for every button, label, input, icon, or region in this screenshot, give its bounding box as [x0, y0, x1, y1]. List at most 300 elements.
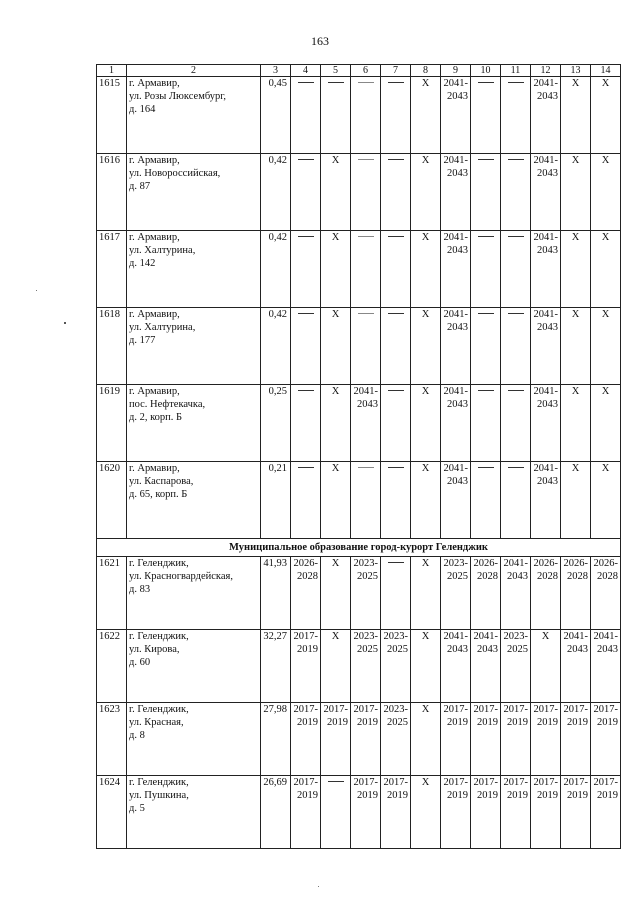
- period-cell: [381, 703, 411, 776]
- period-line: 2041-: [353, 386, 378, 397]
- period-line: 2017-: [293, 631, 318, 642]
- period-cell: [501, 557, 531, 630]
- x-mark: X: [591, 154, 621, 231]
- dash-mark: [471, 231, 501, 308]
- period-line: 2019: [537, 790, 558, 801]
- dash-mark: [351, 154, 381, 231]
- period-line: 2019: [507, 790, 528, 801]
- scan-speck: [36, 290, 37, 291]
- period-cell: [561, 703, 591, 776]
- period-line: 2028: [567, 571, 588, 582]
- period-cell: [441, 776, 471, 849]
- address-cell: [127, 385, 261, 462]
- address-cell: [127, 462, 261, 539]
- period-line: 2043: [447, 91, 468, 102]
- x-mark: X: [321, 231, 351, 308]
- period-cell: [441, 557, 471, 630]
- dash-line: [358, 467, 374, 468]
- area-value: 0,42: [261, 231, 291, 308]
- period-line: 2041-: [563, 631, 588, 642]
- column-header: 3: [261, 65, 291, 77]
- period-line: 2017-: [533, 704, 558, 715]
- address-line: д. 87: [129, 181, 151, 192]
- period-line: 2017-: [353, 777, 378, 788]
- period-line: 2023-: [443, 558, 468, 569]
- table-row: [97, 630, 621, 703]
- row-number: 1615: [97, 77, 127, 154]
- area-value: 0,42: [261, 154, 291, 231]
- dash-line: [358, 313, 374, 314]
- period-line: 2043: [447, 644, 468, 655]
- section-title: Муниципальное образование город-курорт Геленджик: [97, 539, 621, 557]
- period-line: 2041-: [533, 78, 558, 89]
- dash-mark: [381, 231, 411, 308]
- x-mark: X: [591, 385, 621, 462]
- dash-mark: [381, 557, 411, 630]
- address-cell: [127, 776, 261, 849]
- period-line: 2028: [597, 571, 618, 582]
- dash-line: [478, 313, 494, 314]
- x-mark: X: [321, 385, 351, 462]
- column-header: 14: [591, 65, 621, 77]
- period-line: 2017-: [533, 777, 558, 788]
- dash-mark: [381, 154, 411, 231]
- period-cell: [351, 385, 381, 462]
- column-header: 5: [321, 65, 351, 77]
- period-line: 2023-: [353, 631, 378, 642]
- period-line: 2017-: [443, 777, 468, 788]
- period-cell: [381, 776, 411, 849]
- dash-line: [508, 159, 524, 160]
- page-number: 163: [311, 34, 329, 48]
- row-number: 1618: [97, 308, 127, 385]
- period-line: 2023-: [503, 631, 528, 642]
- dash-mark: [351, 462, 381, 539]
- period-line: 2017-: [593, 777, 618, 788]
- period-line: 2023-: [383, 631, 408, 642]
- period-line: 2017-: [443, 704, 468, 715]
- period-line: 2043: [447, 245, 468, 256]
- period-line: 2017-: [503, 704, 528, 715]
- x-mark: X: [591, 462, 621, 539]
- period-line: 2043: [567, 644, 588, 655]
- period-line: 2025: [387, 717, 408, 728]
- period-line: 2028: [297, 571, 318, 582]
- x-mark: X: [561, 77, 591, 154]
- period-line: 2043: [447, 322, 468, 333]
- dash-mark: [351, 308, 381, 385]
- period-line: 2017-: [503, 777, 528, 788]
- dash-line: [508, 236, 524, 237]
- row-number: 1617: [97, 231, 127, 308]
- column-header: 7: [381, 65, 411, 77]
- dash-line: [298, 467, 314, 468]
- period-cell: [381, 630, 411, 703]
- column-header: 6: [351, 65, 381, 77]
- dash-line: [478, 159, 494, 160]
- x-mark: X: [321, 154, 351, 231]
- dash-mark: [291, 385, 321, 462]
- area-value: 27,98: [261, 703, 291, 776]
- column-header: 1: [97, 65, 127, 77]
- period-cell: [531, 776, 561, 849]
- address-line: д. 177: [129, 335, 156, 346]
- table-header: [97, 65, 621, 77]
- period-line: 2025: [507, 644, 528, 655]
- area-value: 41,93: [261, 557, 291, 630]
- period-line: 2043: [537, 399, 558, 410]
- x-mark: X: [561, 308, 591, 385]
- period-cell: [291, 557, 321, 630]
- dash-line: [388, 313, 404, 314]
- address-cell: [127, 703, 261, 776]
- dash-line: [298, 159, 314, 160]
- period-line: 2025: [357, 571, 378, 582]
- period-cell: [441, 77, 471, 154]
- address-line: ул. Красногвардейская,: [129, 571, 233, 582]
- dash-mark: [291, 462, 321, 539]
- period-line: 2041-: [443, 631, 468, 642]
- section-row: [97, 539, 621, 557]
- period-line: 2025: [357, 644, 378, 655]
- x-mark: X: [591, 77, 621, 154]
- period-line: 2019: [357, 790, 378, 801]
- row-number: 1624: [97, 776, 127, 849]
- period-cell: [441, 703, 471, 776]
- period-line: 2017-: [563, 704, 588, 715]
- column-header: 12: [531, 65, 561, 77]
- dash-line: [298, 82, 314, 83]
- dash-line: [388, 82, 404, 83]
- period-line: 2019: [327, 717, 348, 728]
- period-line: 2017-: [383, 777, 408, 788]
- period-line: 2043: [537, 476, 558, 487]
- address-line: ул. Пушкина,: [129, 790, 189, 801]
- row-number: 1621: [97, 557, 127, 630]
- area-value: 26,69: [261, 776, 291, 849]
- period-cell: [531, 154, 561, 231]
- period-cell: [441, 462, 471, 539]
- column-header: 9: [441, 65, 471, 77]
- address-line: г. Армавир,: [129, 78, 180, 89]
- period-line: 2041-: [533, 463, 558, 474]
- dash-line: [508, 467, 524, 468]
- period-line: 2043: [537, 91, 558, 102]
- period-line: 2019: [597, 717, 618, 728]
- scan-speck: [318, 886, 319, 887]
- address-cell: [127, 77, 261, 154]
- period-line: 2019: [477, 790, 498, 801]
- x-mark: X: [531, 630, 561, 703]
- period-line: 2043: [447, 399, 468, 410]
- period-line: 2019: [357, 717, 378, 728]
- period-cell: [351, 776, 381, 849]
- period-cell: [531, 462, 561, 539]
- dash-mark: [471, 308, 501, 385]
- period-line: 2019: [447, 717, 468, 728]
- x-mark: X: [411, 308, 441, 385]
- period-line: 2017-: [323, 704, 348, 715]
- address-line: г. Армавир,: [129, 232, 180, 243]
- period-cell: [471, 776, 501, 849]
- period-cell: [591, 557, 621, 630]
- table-body-gelendzhik: [97, 557, 621, 849]
- address-line: г. Геленджик,: [129, 558, 189, 569]
- x-mark: X: [411, 154, 441, 231]
- column-header: 8: [411, 65, 441, 77]
- period-line: 2019: [477, 717, 498, 728]
- period-line: 2017-: [593, 704, 618, 715]
- dash-line: [508, 390, 524, 391]
- x-mark: X: [591, 308, 621, 385]
- period-cell: [441, 630, 471, 703]
- area-value: 0,42: [261, 308, 291, 385]
- address-line: д. 164: [129, 104, 156, 115]
- dash-mark: [321, 77, 351, 154]
- x-mark: X: [411, 77, 441, 154]
- x-mark: X: [411, 630, 441, 703]
- row-number: 1619: [97, 385, 127, 462]
- table-row: [97, 77, 621, 154]
- dash-line: [478, 82, 494, 83]
- x-mark: X: [411, 231, 441, 308]
- address-line: г. Армавир,: [129, 463, 180, 474]
- period-cell: [441, 154, 471, 231]
- x-mark: X: [321, 630, 351, 703]
- period-cell: [531, 557, 561, 630]
- dash-line: [508, 313, 524, 314]
- address-line: ул. Новороссийская,: [129, 168, 221, 179]
- table-row: [97, 154, 621, 231]
- dash-line: [478, 467, 494, 468]
- column-header: 4: [291, 65, 321, 77]
- period-line: 2043: [447, 476, 468, 487]
- dash-mark: [501, 385, 531, 462]
- column-header: 11: [501, 65, 531, 77]
- dash-mark: [501, 231, 531, 308]
- period-line: 2041-: [443, 463, 468, 474]
- period-line: 2026-: [533, 558, 558, 569]
- period-cell: [291, 776, 321, 849]
- dash-line: [328, 82, 344, 83]
- address-line: г. Геленджик,: [129, 777, 189, 788]
- period-cell: [591, 630, 621, 703]
- period-cell: [441, 385, 471, 462]
- dash-mark: [501, 154, 531, 231]
- x-mark: X: [561, 154, 591, 231]
- period-cell: [531, 385, 561, 462]
- period-cell: [531, 77, 561, 154]
- period-line: 2043: [507, 571, 528, 582]
- period-line: 2017-: [473, 704, 498, 715]
- x-mark: X: [411, 557, 441, 630]
- scan-speck: [64, 322, 66, 324]
- period-cell: [591, 703, 621, 776]
- period-line: 2019: [507, 717, 528, 728]
- table-row: [97, 557, 621, 630]
- period-line: 2041-: [443, 309, 468, 320]
- x-mark: X: [561, 462, 591, 539]
- address-cell: [127, 557, 261, 630]
- table-row: [97, 462, 621, 539]
- address-cell: [127, 154, 261, 231]
- x-mark: X: [411, 462, 441, 539]
- dash-mark: [501, 308, 531, 385]
- address-line: ул. Розы Люксембург,: [129, 91, 227, 102]
- dash-mark: [381, 77, 411, 154]
- area-value: 0,25: [261, 385, 291, 462]
- table-body-armavir: [97, 77, 621, 539]
- dash-line: [388, 236, 404, 237]
- period-line: 2017-: [473, 777, 498, 788]
- x-mark: X: [561, 385, 591, 462]
- dash-line: [358, 82, 374, 83]
- x-mark: X: [411, 703, 441, 776]
- address-line: ул. Халтурина,: [129, 322, 196, 333]
- table-row: [97, 776, 621, 849]
- period-line: 2041-: [443, 386, 468, 397]
- period-line: 2043: [477, 644, 498, 655]
- period-cell: [441, 231, 471, 308]
- dash-mark: [351, 77, 381, 154]
- table-row: [97, 231, 621, 308]
- period-line: 2043: [537, 245, 558, 256]
- period-line: 2019: [297, 644, 318, 655]
- period-line: 2043: [537, 322, 558, 333]
- period-cell: [561, 776, 591, 849]
- dash-mark: [291, 231, 321, 308]
- period-line: 2025: [447, 571, 468, 582]
- period-line: 2019: [537, 717, 558, 728]
- period-line: 2028: [477, 571, 498, 582]
- table-row: [97, 308, 621, 385]
- dash-line: [298, 313, 314, 314]
- period-line: 2023-: [353, 558, 378, 569]
- period-cell: [531, 308, 561, 385]
- address-line: г. Армавир,: [129, 155, 180, 166]
- area-value: 0,45: [261, 77, 291, 154]
- address-cell: [127, 308, 261, 385]
- period-line: 2041-: [533, 232, 558, 243]
- data-table: [96, 64, 621, 849]
- period-cell: [471, 630, 501, 703]
- column-header: 13: [561, 65, 591, 77]
- area-value: 32,27: [261, 630, 291, 703]
- table-row: [97, 703, 621, 776]
- period-cell: [291, 703, 321, 776]
- dash-line: [478, 390, 494, 391]
- address-line: д. 65, корп. Б: [129, 489, 188, 500]
- address-line: ул. Халтурина,: [129, 245, 196, 256]
- period-line: 2023-: [383, 704, 408, 715]
- x-mark: X: [321, 308, 351, 385]
- x-mark: X: [561, 231, 591, 308]
- period-line: 2017-: [353, 704, 378, 715]
- period-line: 2026-: [593, 558, 618, 569]
- period-cell: [441, 308, 471, 385]
- dash-mark: [501, 462, 531, 539]
- x-mark: X: [591, 231, 621, 308]
- address-line: ул. Каспарова,: [129, 476, 194, 487]
- row-number: 1623: [97, 703, 127, 776]
- address-line: д. 142: [129, 258, 156, 269]
- period-line: 2041-: [443, 78, 468, 89]
- period-cell: [351, 557, 381, 630]
- period-line: 2041-: [443, 232, 468, 243]
- address-line: д. 2, корп. Б: [129, 412, 183, 423]
- period-cell: [351, 630, 381, 703]
- period-line: 2017-: [563, 777, 588, 788]
- period-cell: [531, 703, 561, 776]
- period-cell: [471, 703, 501, 776]
- period-cell: [501, 776, 531, 849]
- period-line: 2026-: [473, 558, 498, 569]
- dash-mark: [291, 77, 321, 154]
- dash-line: [358, 159, 374, 160]
- address-line: г. Геленджик,: [129, 704, 189, 715]
- dash-mark: [471, 77, 501, 154]
- dash-line: [298, 390, 314, 391]
- address-line: пос. Нефтекачка,: [129, 399, 206, 410]
- period-line: 2041-: [473, 631, 498, 642]
- period-line: 2017-: [293, 777, 318, 788]
- address-line: ул. Кирова,: [129, 644, 180, 655]
- period-line: 2041-: [533, 309, 558, 320]
- period-cell: [561, 557, 591, 630]
- dash-mark: [381, 462, 411, 539]
- dash-line: [388, 562, 404, 563]
- period-line: 2043: [597, 644, 618, 655]
- x-mark: X: [411, 385, 441, 462]
- dash-line: [508, 82, 524, 83]
- period-line: 2041-: [503, 558, 528, 569]
- dash-line: [388, 159, 404, 160]
- dash-mark: [381, 385, 411, 462]
- period-line: 2026-: [293, 558, 318, 569]
- address-line: д. 83: [129, 584, 151, 595]
- row-number: 1616: [97, 154, 127, 231]
- period-cell: [531, 231, 561, 308]
- dash-mark: [351, 231, 381, 308]
- row-number: 1622: [97, 630, 127, 703]
- dash-mark: [501, 77, 531, 154]
- period-line: 2041-: [443, 155, 468, 166]
- column-header: 2: [127, 65, 261, 77]
- period-cell: [561, 630, 591, 703]
- x-mark: X: [321, 557, 351, 630]
- address-cell: [127, 231, 261, 308]
- dash-line: [388, 390, 404, 391]
- dash-mark: [291, 308, 321, 385]
- address-line: г. Армавир,: [129, 386, 180, 397]
- dash-mark: [471, 462, 501, 539]
- period-line: 2019: [567, 717, 588, 728]
- period-cell: [501, 703, 531, 776]
- address-line: д. 5: [129, 803, 145, 814]
- dash-line: [358, 236, 374, 237]
- period-line: 2043: [537, 168, 558, 179]
- row-number: 1620: [97, 462, 127, 539]
- period-cell: [291, 630, 321, 703]
- dash-mark: [321, 776, 351, 849]
- address-line: г. Геленджик,: [129, 631, 189, 642]
- address-line: ул. Красная,: [129, 717, 184, 728]
- period-line: 2041-: [593, 631, 618, 642]
- address-line: г. Армавир,: [129, 309, 180, 320]
- column-header: 10: [471, 65, 501, 77]
- address-cell: [127, 630, 261, 703]
- period-line: 2041-: [533, 155, 558, 166]
